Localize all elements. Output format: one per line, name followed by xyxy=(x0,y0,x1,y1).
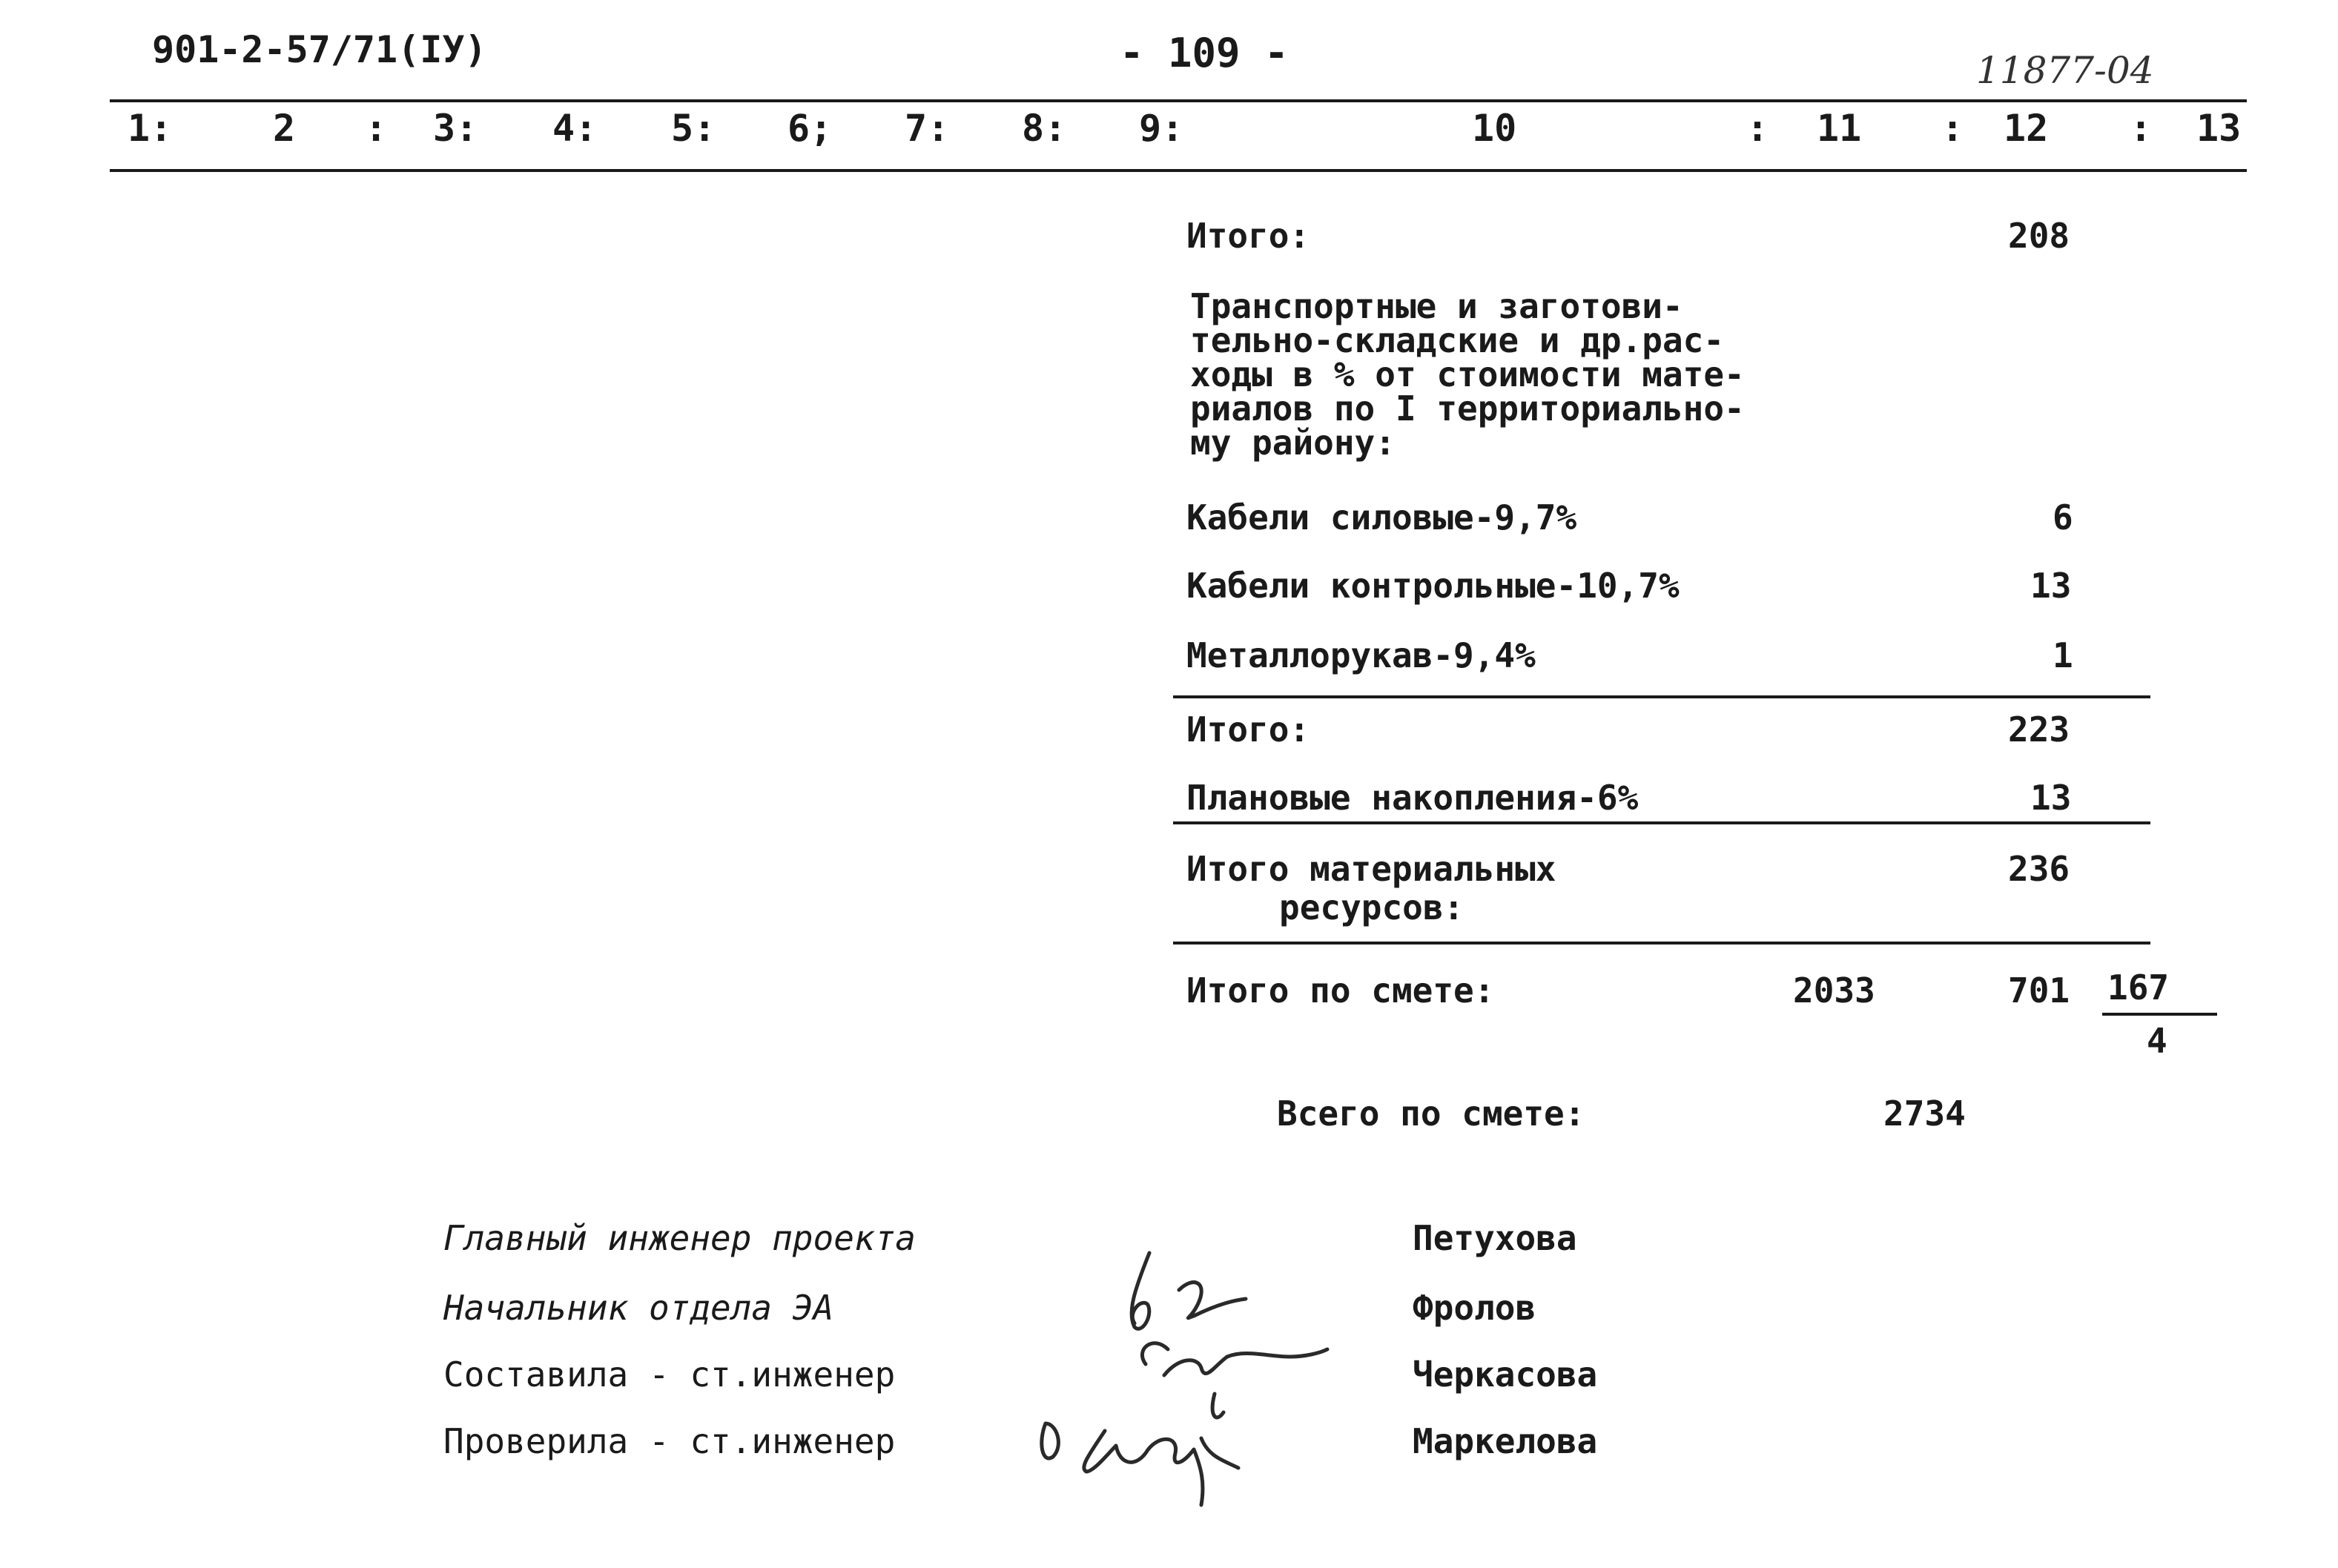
column-number: : xyxy=(365,107,388,150)
signer-role: Проверила - ст.инженер xyxy=(443,1421,896,1461)
table-rule xyxy=(1173,821,2150,824)
column-number: 10 xyxy=(1472,107,1517,150)
signature-mark xyxy=(1179,1283,1246,1318)
column-number: 5: xyxy=(671,107,716,150)
signer-role: Главный инженер проекта xyxy=(443,1218,916,1258)
subtotal-label: Итого: xyxy=(1186,709,1310,750)
column-number: 3: xyxy=(433,107,478,150)
signer-name: Черкасова xyxy=(1413,1354,1598,1395)
control-cables-value: 13 xyxy=(2030,566,2072,606)
signature-mark xyxy=(1164,1349,1327,1375)
signature-mark xyxy=(1201,1438,1238,1468)
signature-mark xyxy=(1084,1431,1203,1505)
column-number: : xyxy=(1746,107,1769,150)
planned-savings-value: 13 xyxy=(2030,778,2072,818)
column-number: 9: xyxy=(1139,107,1184,150)
subtotal-label: Итого: xyxy=(1186,216,1310,256)
column-number: 7: xyxy=(905,107,950,150)
signature-mark xyxy=(1132,1253,1149,1329)
planned-savings-label: Плановые накопления-6% xyxy=(1186,778,1639,818)
grand-total-label: Всего по смете: xyxy=(1277,1094,1585,1134)
signer-name: Маркелова xyxy=(1413,1421,1598,1461)
column-number: 4: xyxy=(552,107,598,150)
metal-hose-label: Металлорукав-9,4% xyxy=(1186,635,1536,675)
power-cables-label: Кабели силовые-9,7% xyxy=(1186,497,1577,537)
header-bottom-rule xyxy=(110,169,2247,172)
signer-name: Фролов xyxy=(1413,1288,1536,1328)
handwritten-signatures xyxy=(1023,1246,1350,1512)
text-line: Транспортные и заготови- xyxy=(1190,286,1683,326)
page-number: - 109 - xyxy=(1120,30,1289,76)
signer-name: Петухова xyxy=(1413,1218,1577,1258)
text-line: тельно-складские и др.рас- xyxy=(1190,320,1725,360)
table-rule xyxy=(1173,695,2150,698)
signature-mark xyxy=(1212,1394,1224,1418)
estimate-total-col11: 2033 xyxy=(1793,970,1875,1010)
estimate-total-col13-denominator: 4 xyxy=(2147,1021,2167,1061)
estimate-total-label: Итого по смете: xyxy=(1186,970,1495,1010)
signer-role: Составила - ст.инженер xyxy=(443,1354,896,1395)
estimate-total-col13: 167 xyxy=(2107,967,2170,1008)
column-number: 6; xyxy=(787,107,833,150)
column-number: 1: xyxy=(128,107,173,150)
material-total-label: ресурсов: xyxy=(1279,887,1464,927)
signer-role: Начальник отдела ЭА xyxy=(443,1288,834,1328)
metal-hose-value: 1 xyxy=(2053,635,2073,675)
estimate-total-col12: 701 xyxy=(2008,970,2070,1010)
control-cables-label: Кабели контрольные-10,7% xyxy=(1186,566,1680,606)
material-total-label: Итого материальных xyxy=(1186,849,1556,889)
archive-number: 11877-04 xyxy=(1976,49,2154,92)
subtotal-value: 223 xyxy=(2008,709,2070,750)
column-number: 11 xyxy=(1817,107,1862,150)
text-line: риалов по I территориально- xyxy=(1190,388,1745,429)
signature-mark xyxy=(1142,1343,1168,1364)
grand-total-value: 2734 xyxy=(1883,1094,1966,1134)
header-top-rule xyxy=(110,99,2247,102)
table-rule xyxy=(1173,942,2150,945)
text-line: ходы в % от стоимости мате- xyxy=(1190,354,1745,394)
power-cables-value: 6 xyxy=(2053,497,2073,537)
signature-mark xyxy=(1042,1423,1059,1458)
column-number: 8: xyxy=(1022,107,1067,150)
column-number: : xyxy=(1941,107,1964,150)
subtotal-value: 208 xyxy=(2008,216,2070,256)
column-number: 13 xyxy=(2196,107,2242,150)
fraction-bar xyxy=(2102,1013,2217,1016)
material-total-value: 236 xyxy=(2008,849,2070,889)
text-line: му району: xyxy=(1190,423,1396,463)
column-number: 2 xyxy=(273,107,296,150)
column-number: 12 xyxy=(2004,107,2049,150)
document-code: 901-2-57/71(IУ) xyxy=(152,28,487,71)
column-number: : xyxy=(2130,107,2153,150)
